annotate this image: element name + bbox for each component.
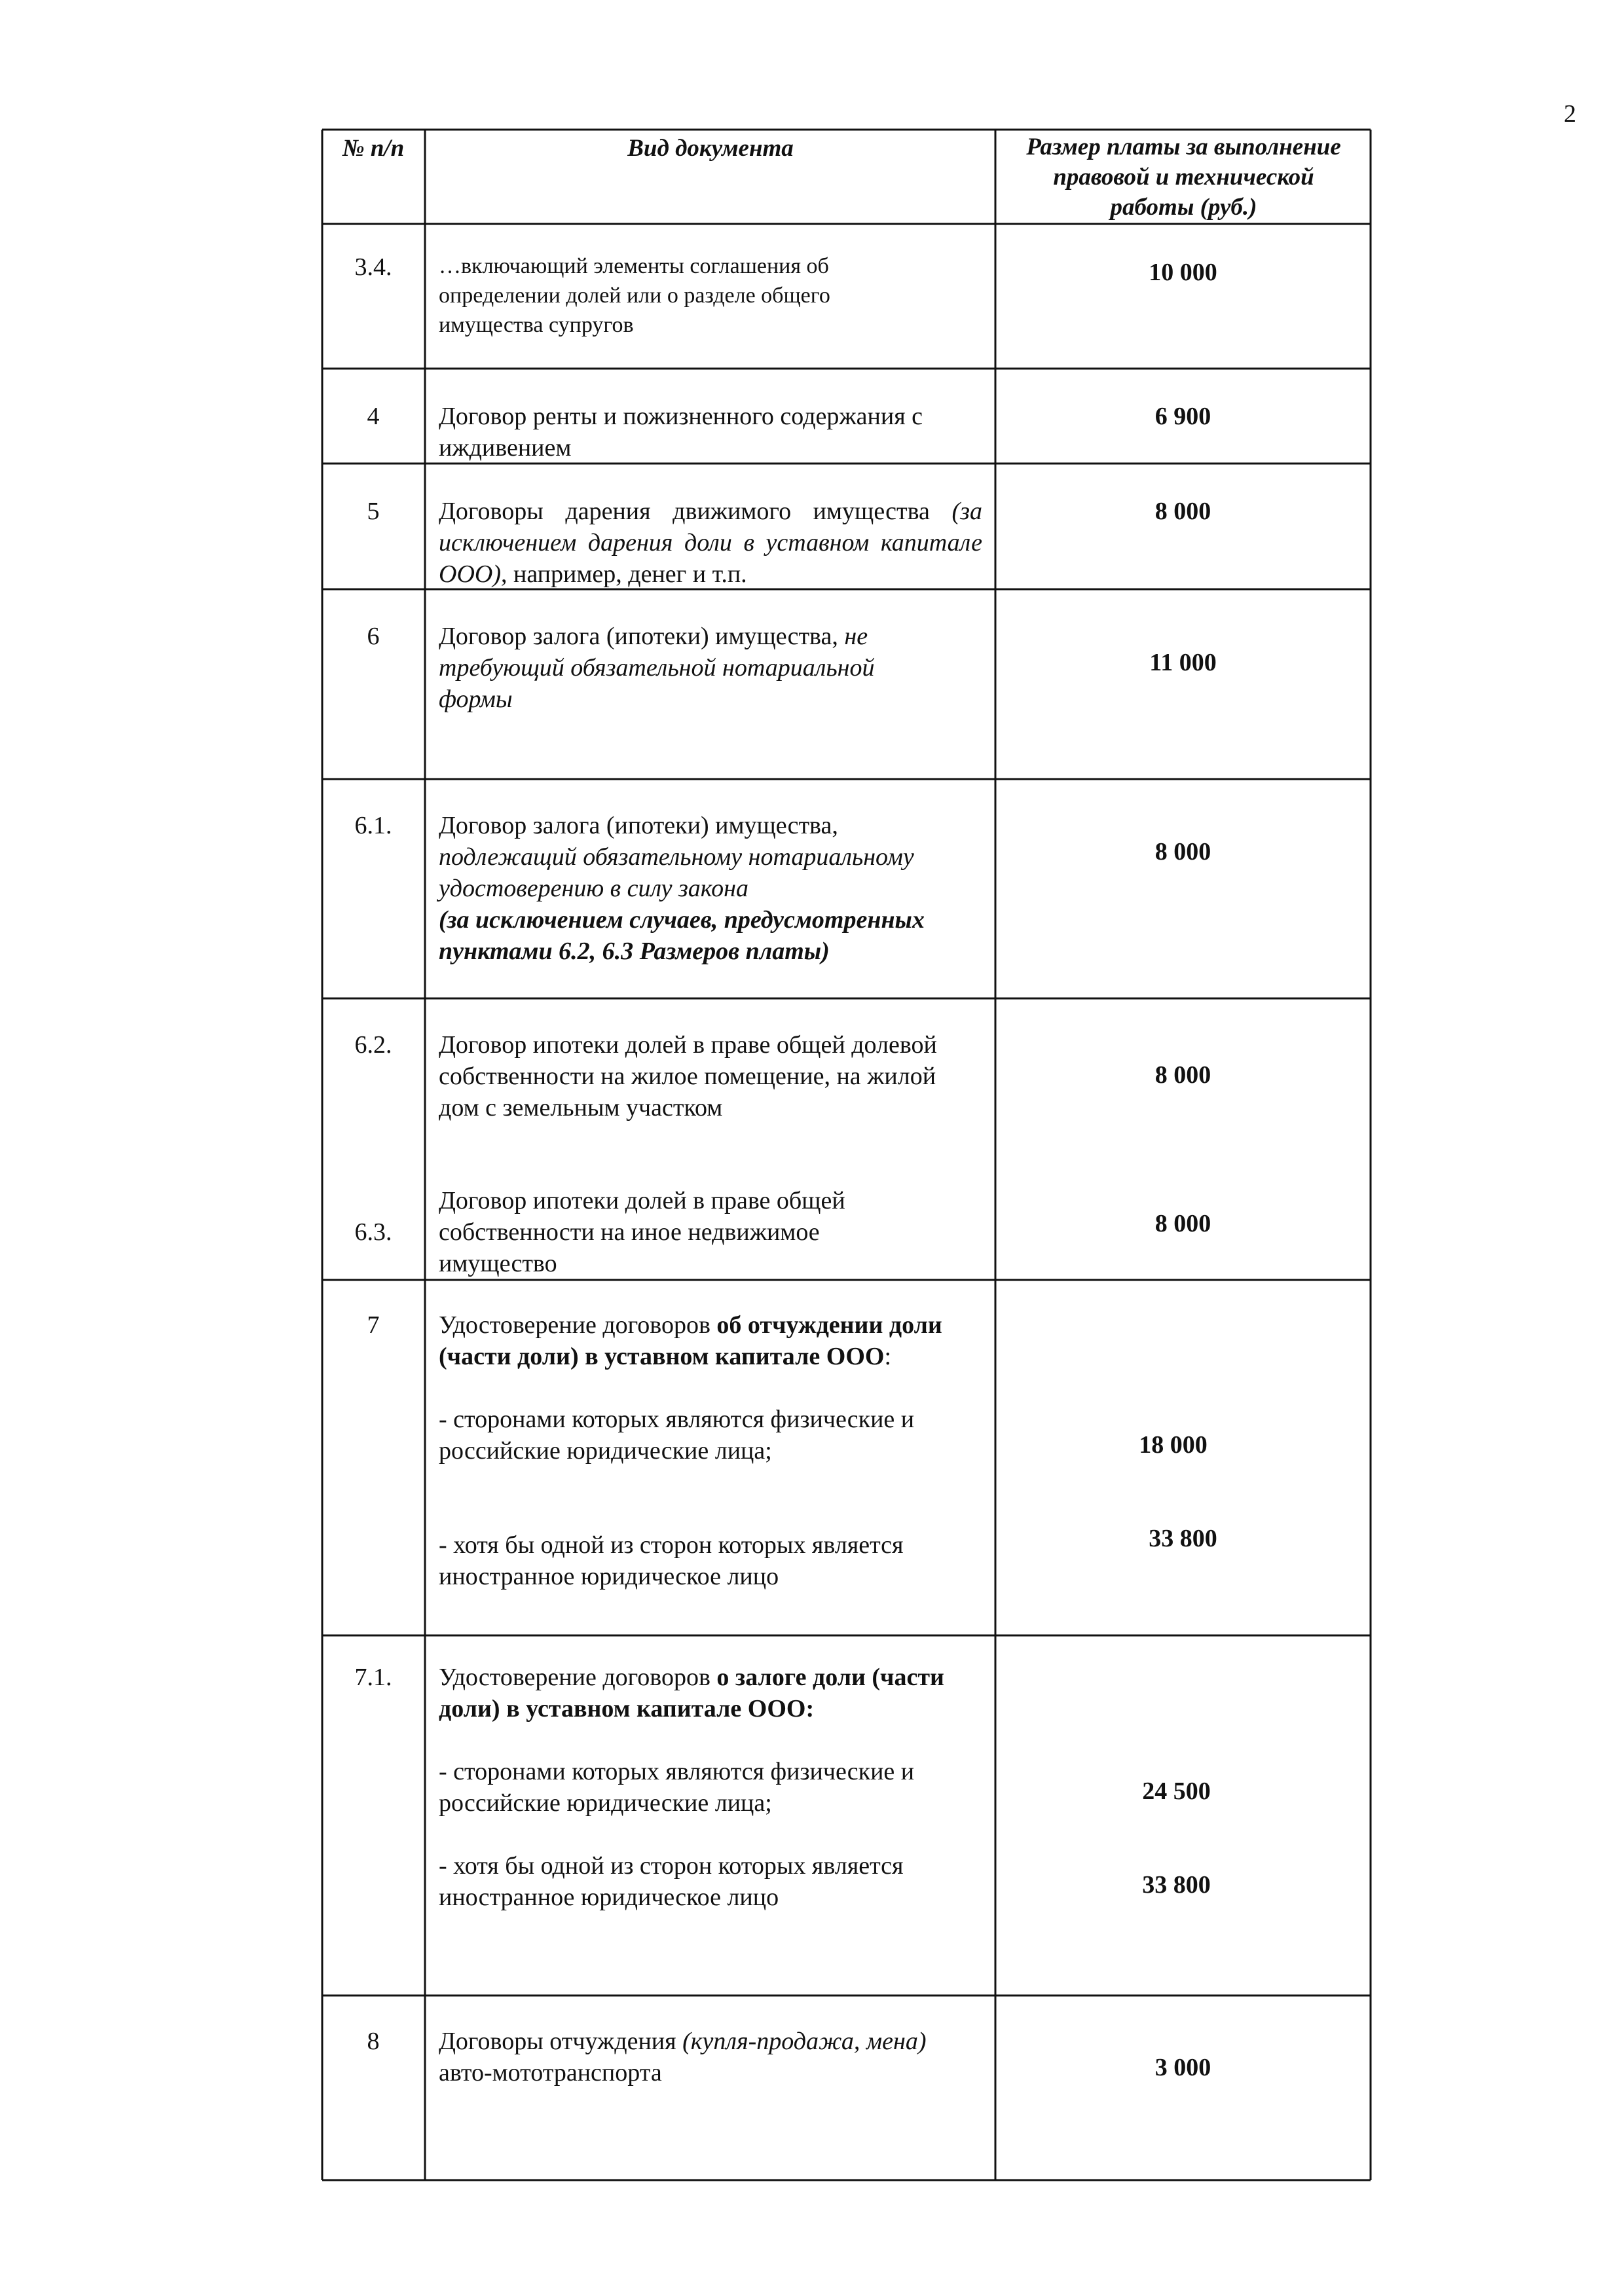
row-6-num: 6 (367, 623, 380, 650)
row-6-1-fee: 8 000 (1154, 838, 1211, 866)
row-6-2-num: 6.2. (354, 1031, 392, 1059)
row-6-3-desc: Договор ипотеки долей в праве общей собственности на иное недвижимое имущество (439, 1187, 845, 1277)
row-7-fee-domestic: 18 000 (1139, 1431, 1208, 1459)
row-6-3-num: 6.3. (354, 1218, 392, 1246)
row-4-desc: Договор ренты и пожизненного содержания с иждивением (439, 403, 923, 462)
row-4-fee: 6 900 (1154, 403, 1211, 430)
page-number: 2 (1564, 100, 1576, 128)
row-5-num: 5 (367, 498, 380, 525)
row-3-4-desc: …включающий элементы соглашения об определении долей или о разделе общего имущества супругов (439, 254, 830, 337)
row-6-2-desc: Договор ипотеки долей в праве общей долевой собственности на жилое помещение, на жилой дом с земельным участком (439, 1031, 937, 1121)
row-7-1-num: 7.1. (354, 1664, 392, 1691)
header-doc-type: Вид документа (627, 135, 794, 162)
row-5-fee: 8 000 (1154, 498, 1211, 525)
row-7-1-fee-foreign: 33 800 (1142, 1871, 1211, 1899)
row-8-num: 8 (367, 2028, 380, 2055)
row-7-num: 7 (367, 1311, 380, 1339)
row-4-num: 4 (367, 403, 380, 430)
header-fee: Размер платы за выполнение правовой и технической работы (руб.) (1026, 134, 1341, 221)
row-7-fee-foreign: 33 800 (1149, 1525, 1217, 1552)
row-3-4-num: 3.4. (354, 253, 392, 281)
row-7-1-item-foreign: - хотя бы одной из сторон которых является иностранное юридическое лицо (439, 1852, 904, 1911)
row-7-1-desc: Удостоверение договоров о залоге доли (части доли) в уставном капитале ООО: (439, 1664, 944, 1722)
row-3-4-fee: 10 000 (1149, 259, 1217, 286)
row-7-item-domestic: - сторонами которых являются физические и российские юридические лица; (439, 1406, 915, 1465)
row-8-fee: 3 000 (1154, 2054, 1211, 2081)
row-7-1-fee-domestic: 24 500 (1142, 1777, 1211, 1805)
row-6-3-fee: 8 000 (1154, 1210, 1211, 1237)
row-6-1-num: 6.1. (354, 812, 392, 839)
row-5-desc: Договоры дарения движимого имущества (за исключением дарения доли в уставном капитале ООО), например, денег и т.п. (439, 498, 982, 588)
row-7-item-foreign: - хотя бы одной из сторон которых является иностранное юридическое лицо (439, 1531, 904, 1590)
row-7-1-item-domestic: - сторонами которых являются физические и российские юридические лица; (439, 1758, 915, 1817)
row-6-1-desc: Договор залога (ипотеки) имущества, подлежащий обязательному нотариальному удостоверению в силу закона (за исключением случаев, предусмотренных пунктами 6.2, 6.3 Размеров платы) (439, 812, 925, 965)
row-6-fee: 11 000 (1149, 649, 1217, 676)
row-6-desc: Договор залога (ипотеки) имущества, не требующий обязательной нотариальной формы (439, 623, 875, 713)
row-8-desc: Договоры отчуждения (купля-продажа, мена) авто-мототранспорта (439, 2028, 927, 2086)
row-6-2-fee: 8 000 (1154, 1061, 1211, 1089)
row-7-desc: Удостоверение договоров об отчуждении доли (части доли) в уставном капитале ООО: (439, 1311, 942, 1370)
header-num: № п/п (342, 135, 405, 162)
